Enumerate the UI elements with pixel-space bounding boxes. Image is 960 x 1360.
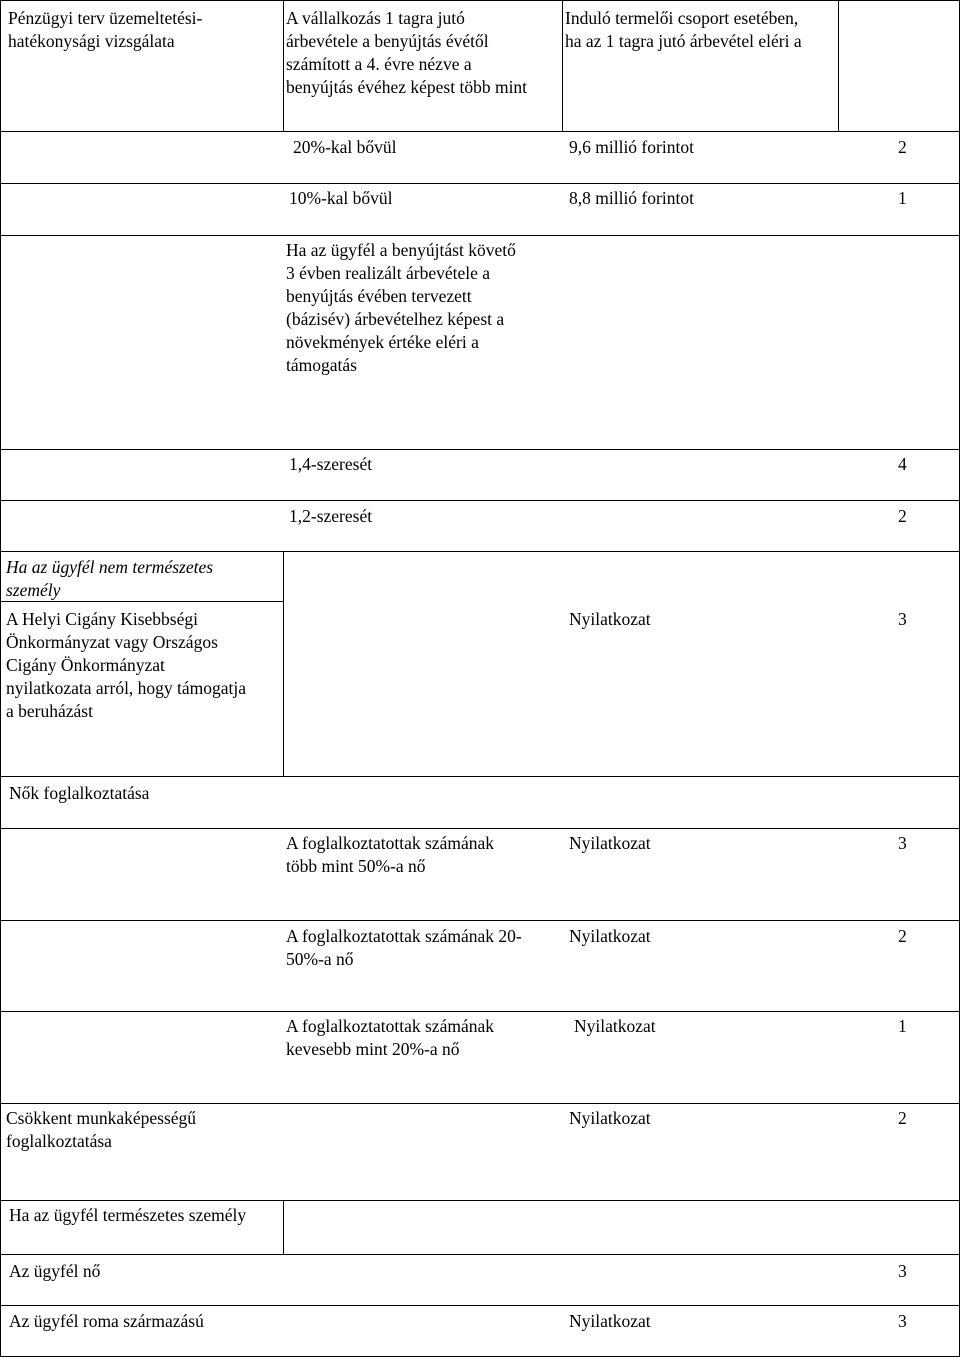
points-text: 2: [898, 926, 907, 946]
table-border: [0, 1103, 960, 1104]
value-text: Nyilatkozat: [569, 1311, 651, 1331]
criterion-text: több mint 50%-a nő: [286, 856, 426, 876]
points-text: 3: [898, 1261, 907, 1281]
table-border: [0, 1200, 960, 1201]
table-border: [0, 776, 960, 777]
header-text: ha az 1 tagra jutó árbevétel eléri a: [565, 31, 802, 51]
value-text: Nyilatkozat: [569, 1108, 651, 1128]
criterion-text: támogatás: [286, 355, 357, 375]
criterion-block: [286, 239, 516, 377]
table-border: [0, 1254, 960, 1255]
header-col1: [8, 7, 202, 53]
header-text: Pénzügyi terv üzemeltetési-: [8, 8, 203, 28]
category-text: Az ügyfél roma származású: [9, 1311, 204, 1331]
criterion-block: [286, 832, 494, 878]
criterion-block: [286, 925, 522, 971]
table-border: [838, 0, 839, 131]
table-border: [0, 828, 960, 829]
value-text: 9,6 millió forintot: [569, 137, 694, 157]
value-text: Nyilatkozat: [574, 1016, 656, 1036]
table-border: [0, 449, 960, 450]
criterion-block: [286, 1015, 494, 1061]
points-text: 1: [898, 188, 907, 208]
criterion-text: (bázisév) árbevételhez képest a: [286, 309, 505, 329]
subcategory-text: nyilatkozata arról, hogy támogatja: [6, 678, 247, 698]
criterion-text: 3 évben realizált árbevétele a: [286, 263, 491, 283]
table-border: [0, 0, 960, 1]
category-block: [6, 556, 213, 602]
value-text: Nyilatkozat: [569, 609, 651, 629]
value-text: 8,8 millió forintot: [569, 188, 694, 208]
criterion-text: A foglalkoztatottak számának: [286, 1016, 494, 1036]
criterion-text: benyújtás évében tervezett: [286, 286, 472, 306]
criterion-text: kevesebb mint 20%-a nő: [286, 1039, 460, 1059]
criterion-text: A foglalkoztatottak számának 20-: [286, 926, 522, 946]
table-border: [0, 500, 960, 501]
criterion-text: Ha az ügyfél a benyújtást követő: [286, 240, 516, 260]
subcategory-block: [6, 608, 246, 723]
points-text: 3: [898, 1311, 907, 1331]
table-border: [0, 920, 960, 921]
subcategory-text: A Helyi Cigány Kisebbségi: [6, 609, 198, 629]
criterion-text: 50%-a nő: [286, 949, 354, 969]
category-text: Ha az ügyfél természetes személy: [9, 1205, 247, 1225]
table-border: [283, 551, 284, 776]
category-text: személy: [6, 580, 61, 600]
value-text: Nyilatkozat: [569, 926, 651, 946]
table-border: [0, 1011, 960, 1012]
criterion-text: növekmények értéke eléri a: [286, 332, 479, 352]
points-text: 2: [898, 137, 907, 157]
subcategory-text: Önkormányzat vagy Országos: [6, 632, 218, 652]
table-border: [0, 0, 1, 1357]
table-border: [0, 235, 960, 236]
subcategory-text: Cigány Önkormányzat: [6, 655, 165, 675]
category-text: Ha az ügyfél nem természetes: [6, 557, 214, 577]
table-border: [0, 1356, 960, 1357]
table-border: [283, 0, 284, 131]
table-border: [0, 551, 960, 552]
criterion-text: 20%-kal bővül: [293, 137, 397, 157]
header-text: hatékonysági vizsgálata: [8, 31, 175, 51]
category-text: foglalkoztatása: [6, 1131, 112, 1151]
value-text: 1,4-szeresét: [289, 454, 373, 474]
header-text: Induló termelői csoport esetében,: [565, 8, 799, 28]
table-border: [283, 1200, 284, 1254]
points-text: 3: [898, 833, 907, 853]
value-text: 1,2-szeresét: [289, 506, 373, 526]
points-text: 3: [898, 609, 907, 629]
criterion-text: 10%-kal bővül: [289, 188, 393, 208]
points-text: 1: [898, 1016, 907, 1036]
table-border: [0, 183, 960, 184]
category-text: Nők foglalkoztatása: [9, 783, 150, 803]
header-text: A vállalkozás 1 tagra jutó: [286, 8, 465, 28]
header-text: számított a 4. évre nézve a: [286, 54, 472, 74]
header-col2: [286, 7, 527, 99]
points-text: 2: [898, 506, 907, 526]
header-col3: [565, 7, 802, 53]
category-block: [6, 1107, 196, 1153]
header-text: árbevétele a benyújtás évétől: [286, 31, 489, 51]
header-text: benyújtás évéhez képest több mint: [286, 77, 528, 97]
category-text: Csökkent munkaképességű: [6, 1108, 197, 1128]
points-text: 4: [898, 454, 907, 474]
table-border: [0, 131, 960, 132]
subcategory-text: a beruházást: [6, 701, 93, 721]
value-text: Nyilatkozat: [569, 833, 651, 853]
table-border: [0, 1305, 960, 1306]
table-border: [562, 0, 563, 131]
criterion-text: A foglalkoztatottak számának: [286, 833, 494, 853]
points-text: 2: [898, 1108, 907, 1128]
category-text: Az ügyfél nő: [9, 1261, 101, 1281]
